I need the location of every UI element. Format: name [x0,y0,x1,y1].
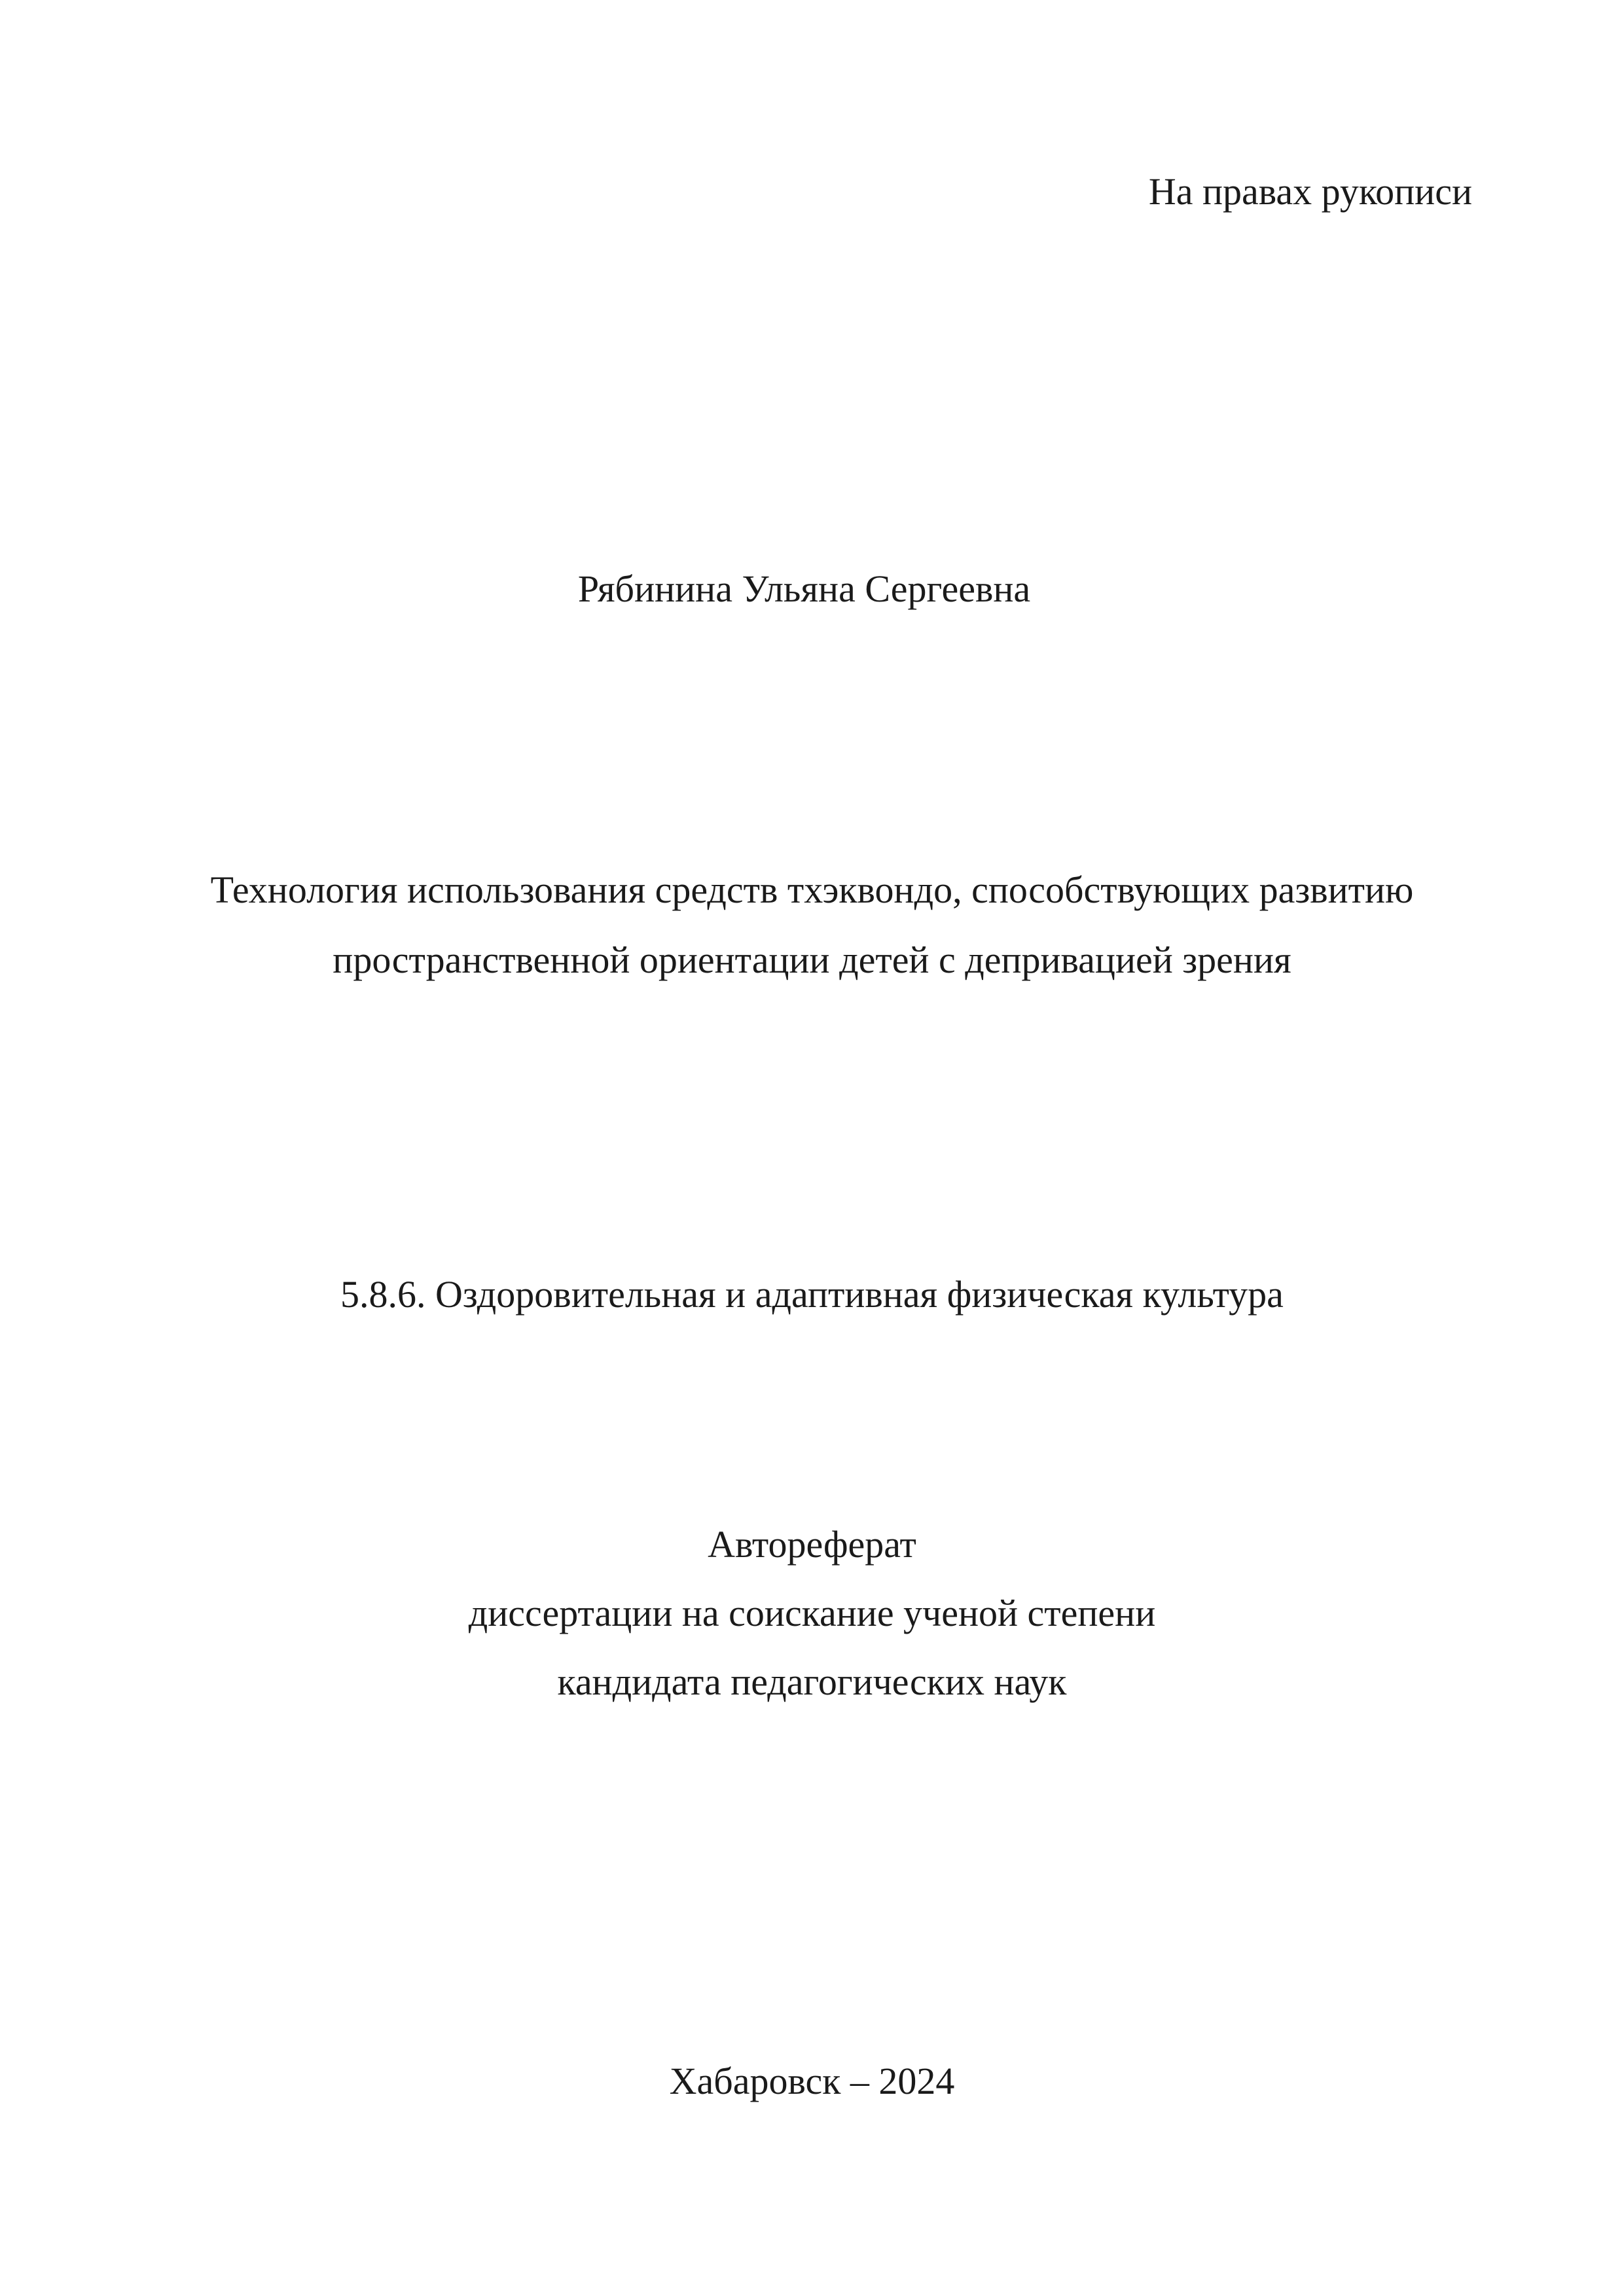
city-year: Хабаровск – 2024 [669,2060,955,2102]
document-type-line-1: Автореферат [708,1523,916,1566]
thesis-title-line-1: Технология использования средств тхэквондо, способствующих развитию [210,869,1414,911]
document-type-line-3: кандидата педагогических наук [557,1660,1067,1703]
document-type-line-2: диссертации на соискание ученой степени [468,1592,1156,1634]
author-name: Рябинина Ульяна Сергеевна [577,567,1031,610]
specialty-code: 5.8.6. Оздоровительная и адаптивная физическая культура [340,1273,1284,1316]
thesis-title-line-2: пространственной ориентации детей с депривацией зрения [333,939,1291,981]
rights-note: На правах рукописи [1148,170,1472,213]
